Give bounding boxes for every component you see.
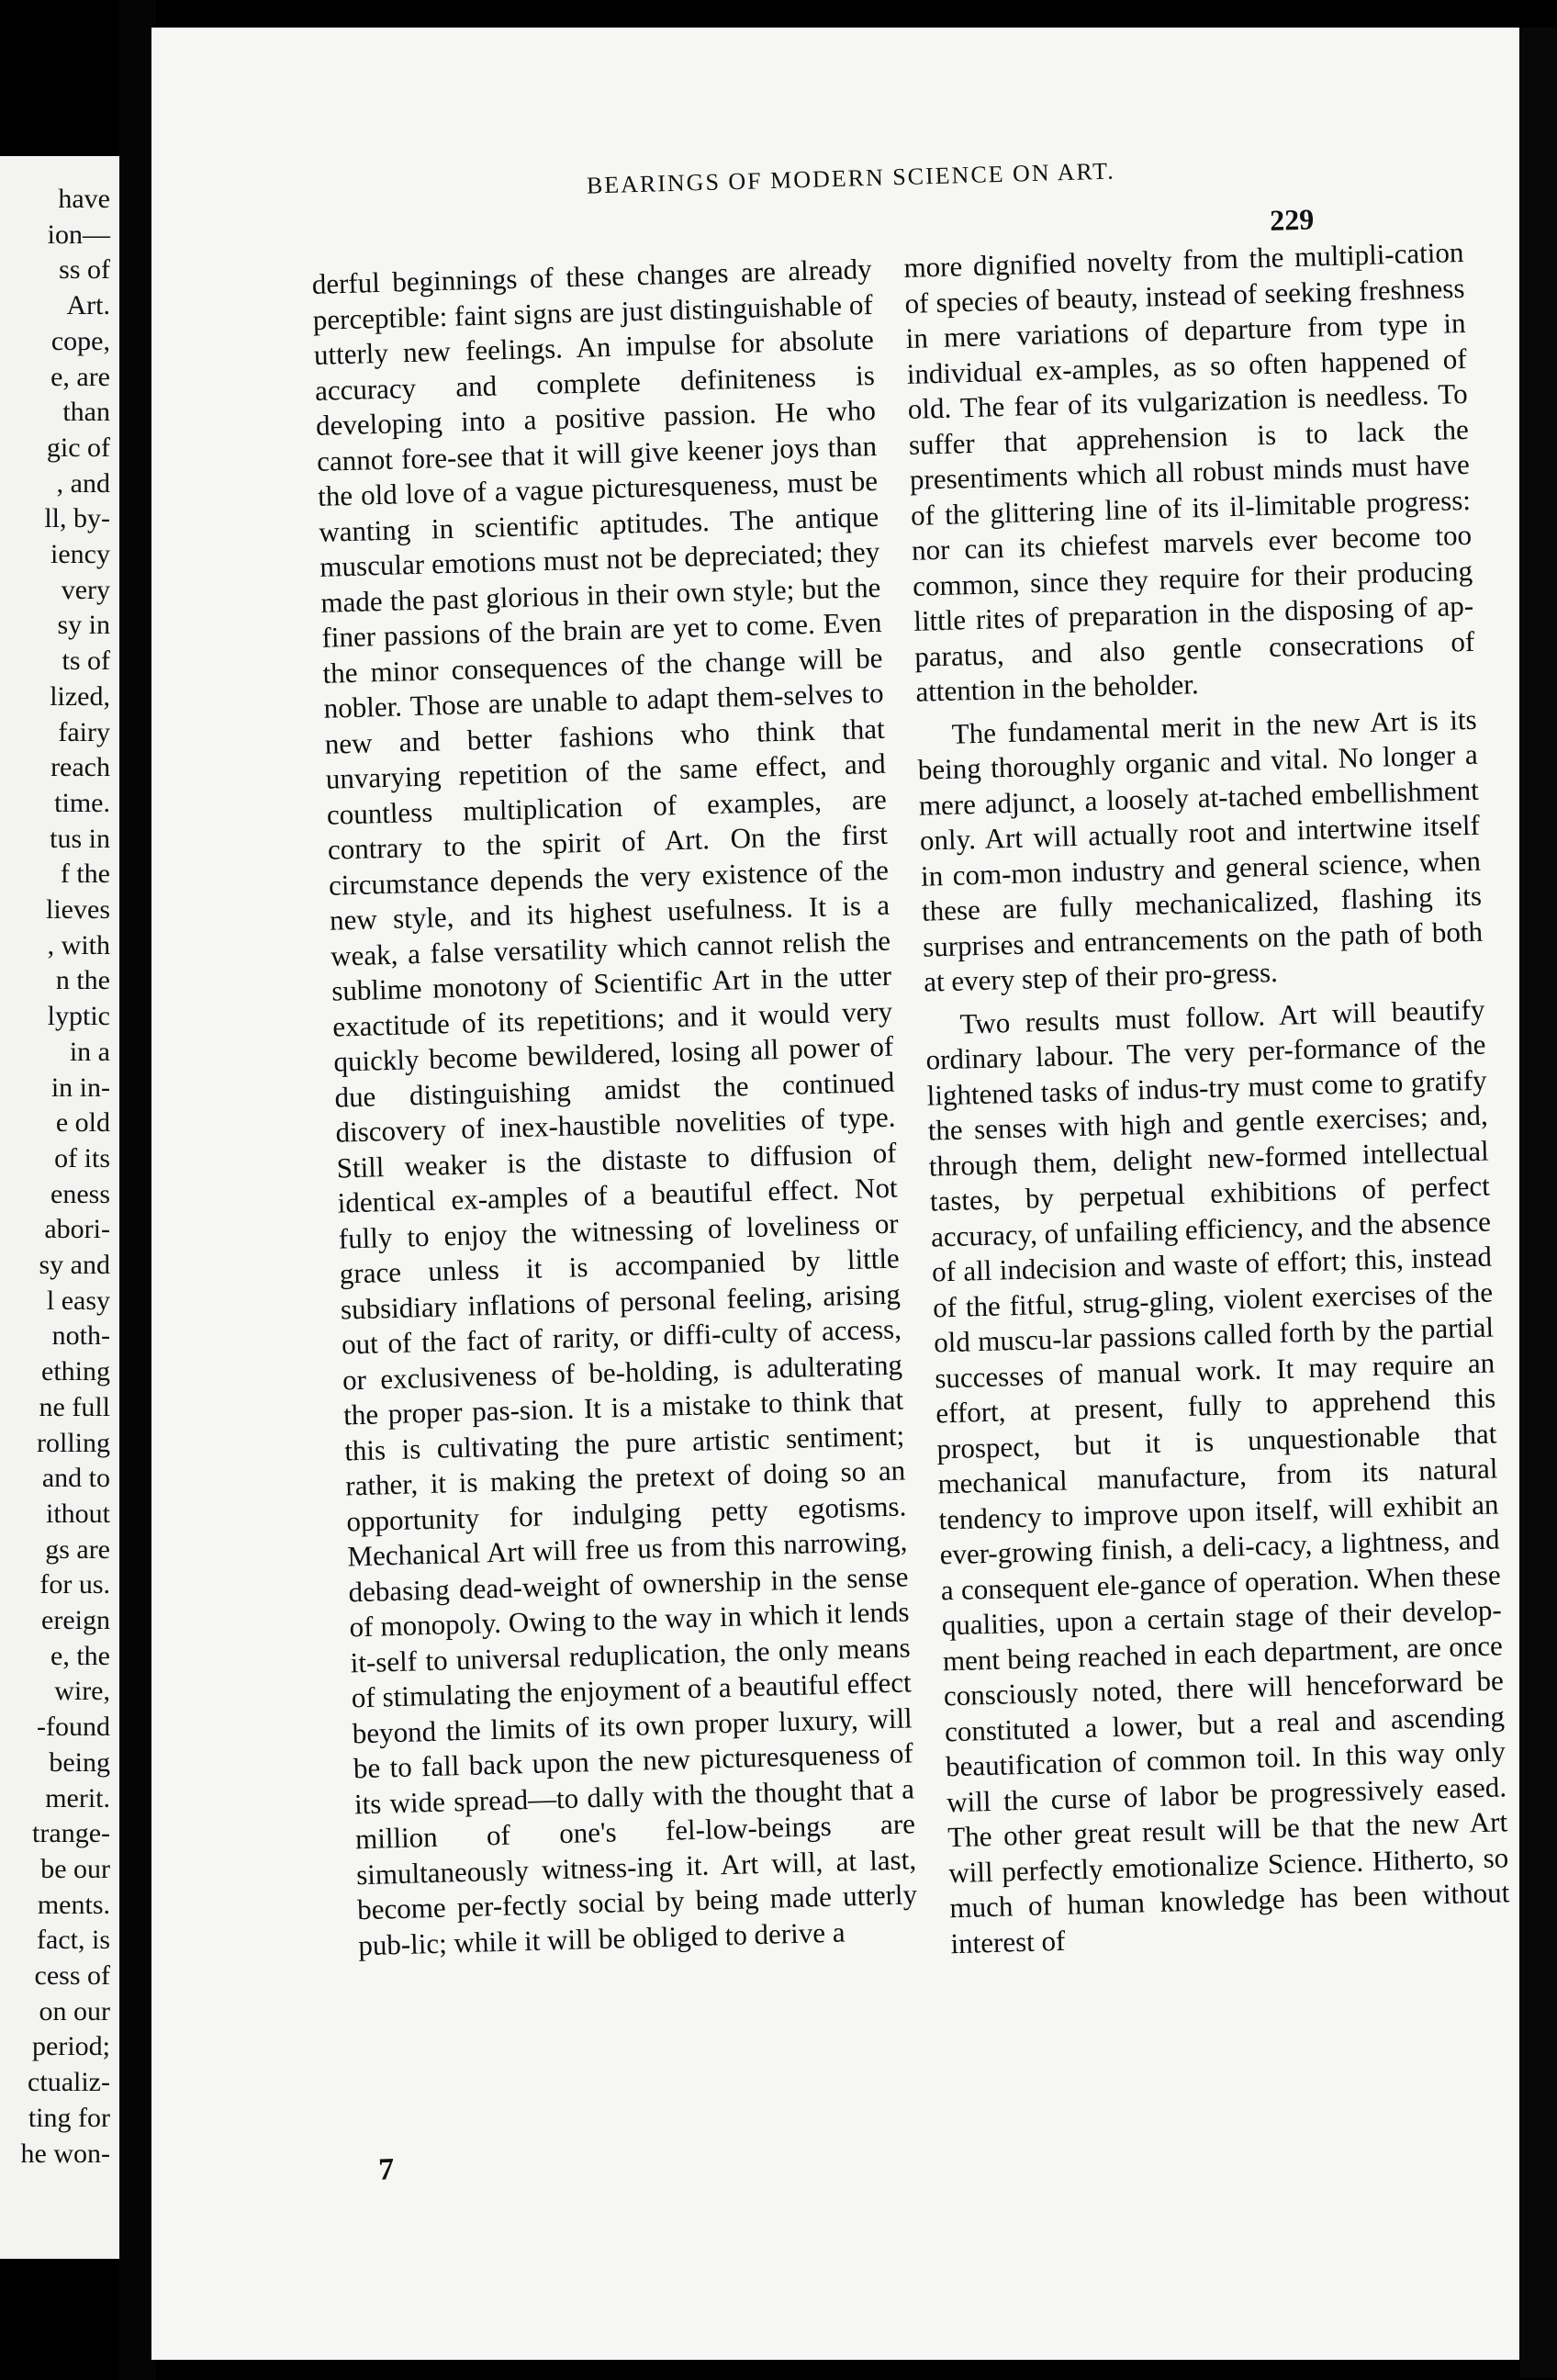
facing-page-text-fragment: iency <box>50 539 110 569</box>
facing-page-text-fragment: , with <box>47 929 110 960</box>
facing-page-text-fragment: ts of <box>62 646 110 677</box>
facing-page-text-fragment: ne full <box>39 1391 110 1422</box>
facing-page-text-fragment: ss of <box>59 254 110 286</box>
facing-page-text-fragment: lyptic <box>47 1001 110 1032</box>
facing-page-text-fragment: ereign <box>41 1605 110 1635</box>
facing-page-text-fragment: sy in <box>57 610 110 641</box>
facing-page-text-fragment: eness <box>50 1178 110 1209</box>
facing-page-text-fragment: l easy <box>46 1285 110 1316</box>
facing-page-text-fragment: period; <box>32 2031 110 2062</box>
facing-page-text-fragment: gic of <box>46 432 110 463</box>
facing-page-text-fragment: rolling <box>37 1427 110 1458</box>
facing-page-text-fragment: on our <box>39 1995 110 2026</box>
right-column <box>903 235 1511 1961</box>
facing-page-text-fragment: -found <box>37 1712 110 1743</box>
left-column <box>311 252 918 1963</box>
facing-page-text-fragment: being <box>49 1746 110 1778</box>
facing-page-text-fragment: ctualiz- <box>28 2067 110 2098</box>
facing-page-text-fragment: ting for <box>28 2102 110 2133</box>
facing-page-text-fragment: n the <box>55 965 110 996</box>
facing-page-text-fragment: lized, <box>50 680 110 712</box>
facing-page-text-fragment: e, are <box>50 361 110 392</box>
facing-page-text-fragment: ll, by- <box>44 503 110 534</box>
facing-page-text-fragment: abori- <box>44 1214 110 1245</box>
facing-page-text-fragment: lieves <box>46 894 110 925</box>
facing-page-text-fragment: for us. <box>39 1569 110 1600</box>
facing-page-text-fragment: cess of <box>34 1960 110 1991</box>
facing-page-text-fragment: trange- <box>32 1818 110 1849</box>
facing-page-text-fragment: ething <box>41 1356 110 1387</box>
facing-page-text-fragment: ion— <box>47 219 110 250</box>
facing-page-text-fragment: ments. <box>37 1889 110 1920</box>
facing-page-text-fragment: very <box>61 574 110 605</box>
right-column-paragraph-1: more dignified novelty from the multipli-cation of species of beauty, instead of seeking freshness in mere variations of departure from type in individual ex-amples, as so often happened of old. The fear of its vulgarization is needless. To suffer that apprehension is to lack the presentiments which all robust minds must have of the glittering line of its il-limitable progress: nor can its chiefest marvels ever become too common, since they require for their producing little rites of preparation in the disposing of ap-paratus, and also gentle consecrations of attention in the beholder. <box>903 235 1475 708</box>
facing-page-text-fragment: in a <box>69 1036 110 1067</box>
book-gutter <box>119 0 156 2380</box>
page-edge <box>1520 28 1557 2378</box>
facing-page-text-fragment: he won- <box>20 2138 110 2169</box>
running-header: BEARINGS OF MODERN SCIENCE ON ART. <box>586 157 1116 199</box>
facing-page-text-fragment: cope, <box>50 325 110 356</box>
facing-page-text-fragment: be our <box>40 1853 110 1884</box>
facing-page-text-fragment: fairy <box>58 716 110 747</box>
facing-page-text-fragment: tus in <box>50 823 110 854</box>
right-column-paragraph-3: Two results must follow. Art will beautify ordinary labour. The very per-formance of the lightened tasks of indus-try must come to gratify the senses with high and gentle exercises; and, through them, delight new-formed intellectual tastes, by perpetual exhibitions of perfect accuracy, of unfailing efficiency, and the absence of all indecision and waste of effort; this, instead of the fitful, strug-gling, violent exercises of the old muscu-lar passions called forth by the partial successes of manual work. It may require an effort, at present, fully to apprehend this prospect, but it is unquestionable that mechanical manufacture, from its natural tendency to improve upon itself, will exhibit an ever-growing finish, a deli-cacy, a lightness, and a consequent ele-gance of operation. When these qualities, upon a certain stage of their develop-ment being reached in each department, are once consciously noted, there will henceforward be constituted a lower, but a real and ascending beautification of common toil. In this way only will the curse of labor be progressively eased. The other great result will be that the new Art will perfectly emotionalize Science. Hitherto, so much of human knowledge has been without interest of <box>925 993 1510 1959</box>
facing-page-text-fragment: , and <box>56 467 110 499</box>
left-column-paragraph: derful beginnings of these changes are already perceptible: faint signs are just distinguishable of utterly new feelings. An impulse for absolute accuracy and complete definiteness is developing into a positive passion. He who cannot fore-see that it will give keener joys than the old love of a vague picturesqueness, must be wanting in scientific aptitudes. The antique muscular emotions must not be depreciated; they made the past glorious in their own style; but the finer passions of the brain are yet to come. Even the minor consequences of the change will be nobler. Those are unable to adapt them-selves to new and better fashions who think that unvarying repetition of the same effect, and countless multiplication of examples, are contrary to the spirit of Art. On the first circumstance depends the very existence of the new style, and its highest usefulness. It is a weak, a false versatility which cannot relish the sublime monotony of Scientific Art in the utter exactitude of its repetitions; and it would very quickly become bewildered, losing all power of due distinguishing amidst the continued discovery of inex-haustible novelities of type. Still weaker is the distaste to diffusion of identical ex-amples of a beautiful effect. Not fully to enjoy the witnessing of loveliness or grace unless it is accompanied by little subsidiary inflations of personal feeling, arising out of the fact of rarity, or diffi-culty of access, or exclusiveness of be-holding, is adulterating the proper pas-sion. It is a mistake to think that this is cultivating the pure artistic sentiment; rather, it is making the pretext of doing so an opportunity for indulging petty egotisms. Mechanical Art will free us from this narrowing, debasing dead-weight of ownership in the sense of monopoly. Owing to the way in which it lends it-self to universal reduplication, the only means of stimulating the enjoyment of a beautiful effect beyond the limits of its own proper luxury, will be to fall back upon the new picturesqueness of its wide spread—to dally with the thought that a million of one's fel-low-beings are simultaneously witness-ing it. Art will, at last, become per-fectly social by being made utterly pub-lic; while it will be obliged to derive a <box>311 252 918 1961</box>
page-number: 229 <box>1269 202 1315 237</box>
book-page <box>151 28 1519 2360</box>
facing-page-text-fragment: have <box>58 184 110 214</box>
facing-page-text-fragment: e, the <box>50 1640 110 1671</box>
facing-page-text-fragment: of its <box>54 1142 110 1173</box>
facing-page-text-fragment: and to <box>41 1463 110 1494</box>
facing-page-text-fragment: wire, <box>54 1676 110 1707</box>
facing-page-text-fragment: in in- <box>50 1072 110 1103</box>
facing-page-text-fragment: fact, is <box>37 1925 110 1956</box>
page-content <box>151 28 1519 2360</box>
facing-page-fragment <box>0 156 129 2259</box>
facing-page-text-fragment: noth- <box>51 1320 110 1352</box>
right-column-paragraph-2: The fundamental merit in the new Art is its being thoroughly organic and vital. No longer a mere adjunct, a loosely at-tached embellishment only. Art will actually root and intertwine itself in com-mon industry and general science, when these are fully mechanicalized, flashing its surprises and entrancements on the path of both at every step of their pro-gress. <box>917 702 1484 998</box>
facing-page-text-fragment: ithout <box>45 1498 110 1529</box>
facing-page-text-fragment: gs are <box>45 1533 110 1565</box>
facing-page-text-fragment: Art. <box>66 290 110 321</box>
signature-mark: 7 <box>377 2152 395 2187</box>
facing-page-text-fragment: time. <box>54 787 110 818</box>
facing-page-text-fragment: reach <box>50 752 110 783</box>
facing-page-text-fragment: sy and <box>39 1250 110 1280</box>
facing-page-text-fragment: than <box>62 397 110 428</box>
facing-page-text-fragment: merit. <box>45 1782 110 1813</box>
facing-page-text-fragment: e old <box>55 1107 110 1139</box>
facing-page-text-fragment: f the <box>60 859 110 890</box>
